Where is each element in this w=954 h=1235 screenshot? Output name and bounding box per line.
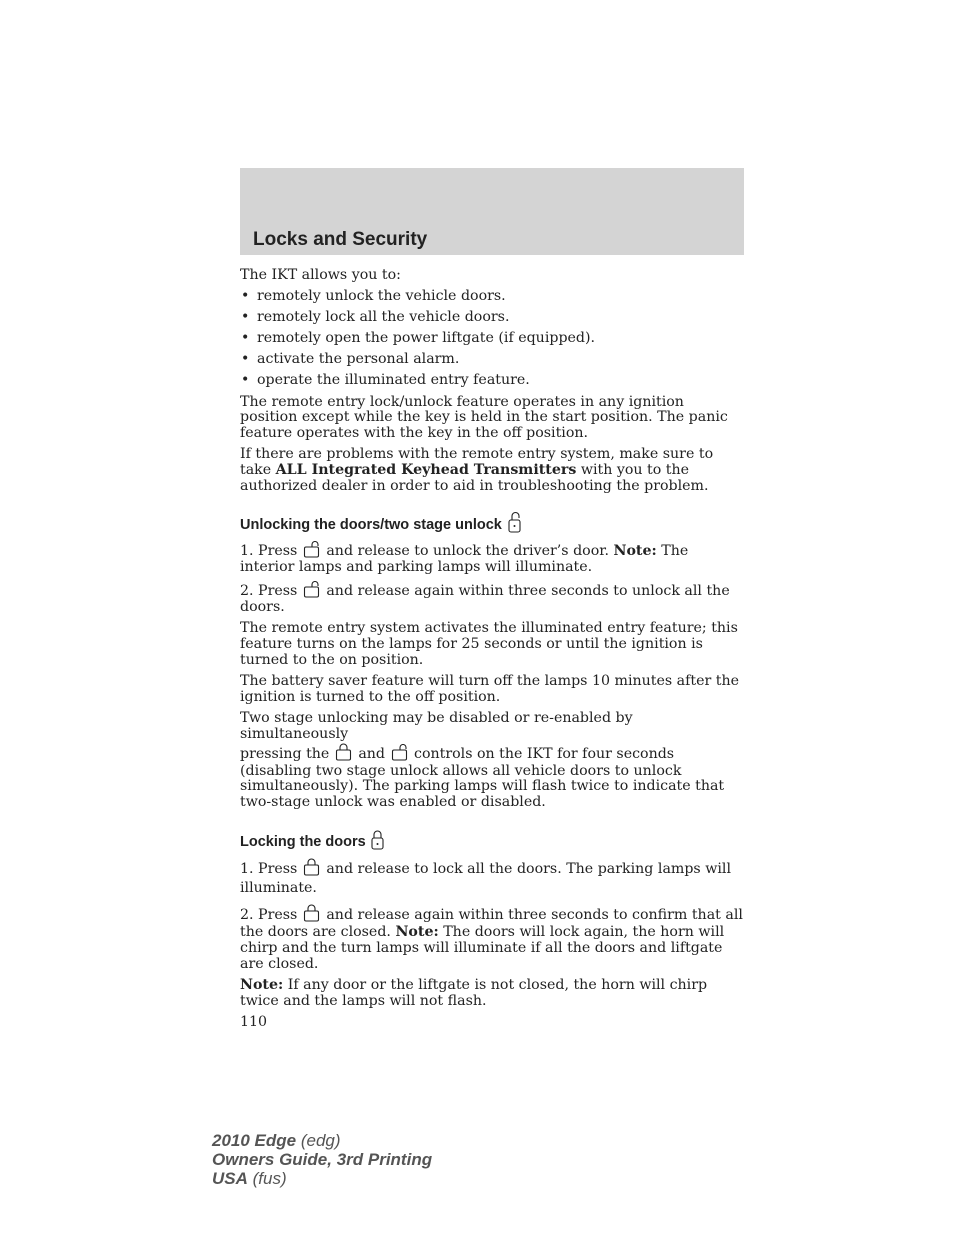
note-label: Note: [395, 924, 439, 941]
footer-model: 2010 Edge [212, 1131, 297, 1150]
list-item: • remotely unlock the vehicle doors. [240, 289, 744, 305]
list-item: • operate the illuminated entry feature. [240, 373, 744, 389]
unlock-icon [507, 511, 522, 533]
lock-step-1 [240, 858, 744, 898]
footer-model-code: (edg) [300, 1131, 341, 1150]
list-item: • remotely lock all the vehicle doors. [240, 310, 744, 326]
section-title: Locks and Security [253, 229, 428, 250]
two-stage-and: and [358, 745, 386, 762]
two-stage-pressing: pressing the [240, 745, 330, 762]
unlock-icon [303, 541, 320, 558]
section-header-band [240, 168, 744, 255]
step-prefix: 1. Press [240, 861, 298, 878]
footer-market: USA [212, 1169, 248, 1188]
unlock-icon [391, 744, 408, 761]
unlock-step-1 [240, 541, 744, 575]
final-note-paragraph [240, 978, 744, 1009]
page-content [240, 268, 744, 1037]
step-prefix: 1. Press [240, 543, 298, 560]
problems-text-before: If there are problems with the remote entry system, make sure to take [240, 446, 714, 478]
remote-entry-paragraph: The remote entry lock/unlock feature operates in any ignition position except while the key is held in the start position. The panic feature operates with the key in the off position. [240, 393, 728, 441]
lock-heading-text: Locking the doors [240, 833, 366, 850]
footer-guide: Owners Guide, 3rd Printing [212, 1150, 433, 1169]
lock-icon [303, 858, 320, 876]
lock-icon [371, 830, 384, 850]
problems-bold-text: ALL Integrated Keyhead Transmitters [275, 461, 577, 478]
two-stage-rest: controls on the IKT for four seconds (disabling two stage unlock allows all vehicle doors to unlock simultaneously). The parking lamps will flash twice to indicate that two-stage unlock was enabled or disabled. [240, 745, 725, 810]
lock-step-2 [240, 904, 744, 972]
list-item: • remotely open the power liftgate (if equipped). [240, 331, 744, 347]
step-prefix: 2. Press [240, 907, 298, 924]
step-text: and release again within three seconds to confirm that all the doors are closed. [240, 907, 743, 941]
unlock-heading-text: Unlocking the doors/two stage unlock [240, 516, 502, 533]
unlock-icon [303, 581, 320, 598]
footer-line-guide [212, 1150, 432, 1169]
lock-icon [335, 743, 352, 761]
step-text: and release again within three seconds to unlock all the doors. [240, 583, 730, 615]
lock-icon [303, 904, 320, 922]
unlock-step-2 [240, 581, 744, 615]
page-number: 110 [240, 1014, 268, 1031]
step-prefix: 2. Press [240, 583, 298, 600]
intro-text: The IKT allows you to: [240, 267, 401, 283]
battery-saver-paragraph: The battery saver feature will turn off the lamps 10 minutes after the ignition is turned to the off position. [240, 673, 740, 705]
two-stage-paragraph [240, 711, 744, 810]
list-item: • activate the personal alarm. [240, 352, 744, 368]
problems-paragraph [240, 447, 744, 494]
note-label: Note: [613, 543, 657, 560]
feature-list [240, 289, 744, 389]
document-footer [212, 1131, 432, 1188]
note-label: Note: [240, 977, 284, 994]
footer-line-market [212, 1169, 432, 1188]
step-text: and release to lock all the doors. The parking lamps will illuminate. [240, 861, 731, 897]
two-stage-line1: Two stage unlocking may be disabled or re-enabled by simultaneously [240, 710, 633, 743]
illuminated-entry-paragraph: The remote entry system activates the illuminated entry feature; this feature turns on the lamps for 25 seconds or until the ignition is turned to the on position. [240, 620, 738, 668]
note-text: The interior lamps and parking lamps will illuminate. [240, 543, 689, 575]
step-text: and release to unlock the driver’s door. [326, 543, 609, 560]
footer-market-code: (fus) [252, 1169, 287, 1188]
problems-text-after: with you to the authorized dealer in order to aid in troubleshooting the problem. [240, 461, 709, 494]
lock-section-heading [240, 830, 744, 850]
note-text: If any door or the liftgate is not closed, the horn will chirp twice and the lamps will not flash. [240, 977, 708, 1009]
note-text: The doors will lock again, the horn will chirp and the turn lamps will illuminate if all the doors and liftgate are closed. [240, 924, 725, 972]
footer-line-model [212, 1131, 432, 1150]
unlock-section-heading [240, 511, 744, 533]
